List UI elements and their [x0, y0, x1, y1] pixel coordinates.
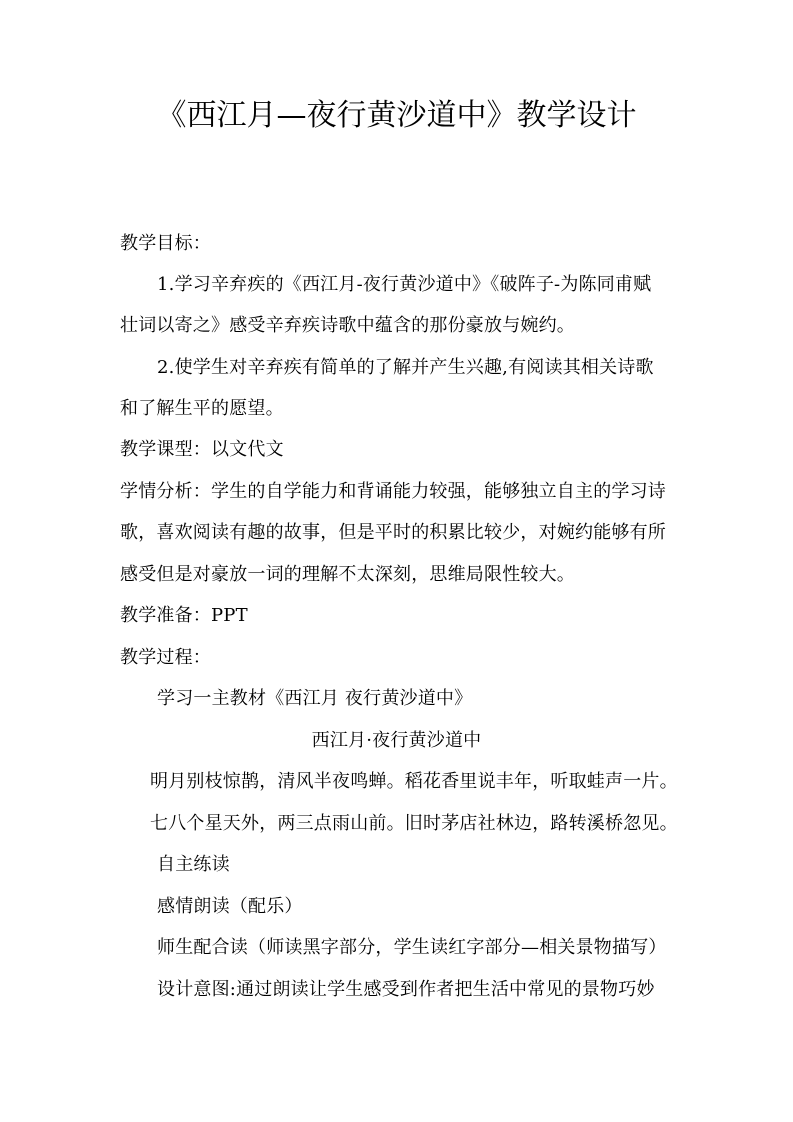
paragraph-line: 学情分析：学生的自学能力和背诵能力较强，能够独立自主的学习诗: [120, 481, 666, 502]
paragraph-line: 壮词以寄之》感受辛弃疾诗歌中蕴含的那份豪放与婉约。: [120, 315, 575, 336]
paragraph-line: 1.学习辛弃疾的《西江月-夜行黄沙道中》《破阵子-为陈同甫赋: [157, 274, 652, 295]
section-heading-process: 教学过程：: [120, 647, 211, 668]
paragraph-line: 2.使学生对辛弃疾有简单的了解并产生兴趣,有阅读其相关诗歌: [157, 357, 654, 378]
section-heading-preparation: 教学准备：PPT: [120, 605, 248, 626]
poem-title: 西江月·夜行黄沙道中: [311, 730, 482, 751]
poem-line: 七八个星天外，两三点雨山前。旧时茅店社林边，路转溪桥忽见。: [150, 813, 678, 834]
poem-line: 明月别枝惊鹊，清风半夜鸣蝉。稻花香里说丰年，听取蛙声一片。: [150, 771, 678, 792]
paragraph-line: 和了解生平的愿望。: [120, 398, 284, 419]
paragraph-line: 自主练读: [157, 854, 230, 875]
paragraph-line: 感受但是对豪放一词的理解不太深刻，思维局限性较大。: [120, 564, 575, 585]
paragraph-line: 歌，喜欢阅读有趣的故事，但是平时的积累比较少，对婉约能够有所: [120, 522, 666, 543]
paragraph-line: 设计意图:通过朗读让学生感受到作者把生活中常见的景物巧妙: [157, 979, 655, 1000]
document-title: 《西江月—夜行黄沙道中》教学设计: [156, 98, 637, 133]
paragraph-line: 学习一主教材《西江月 夜行黄沙道中》: [157, 688, 473, 709]
section-heading-objectives: 教学目标：: [120, 233, 211, 254]
paragraph-line: 师生配合读（师读黑字部分，学生读红字部分—相关景物描写）: [157, 937, 667, 958]
paragraph-line: 感情朗读（配乐）: [157, 896, 303, 917]
section-heading-lesson-type: 教学课型：以文代文: [120, 439, 284, 460]
